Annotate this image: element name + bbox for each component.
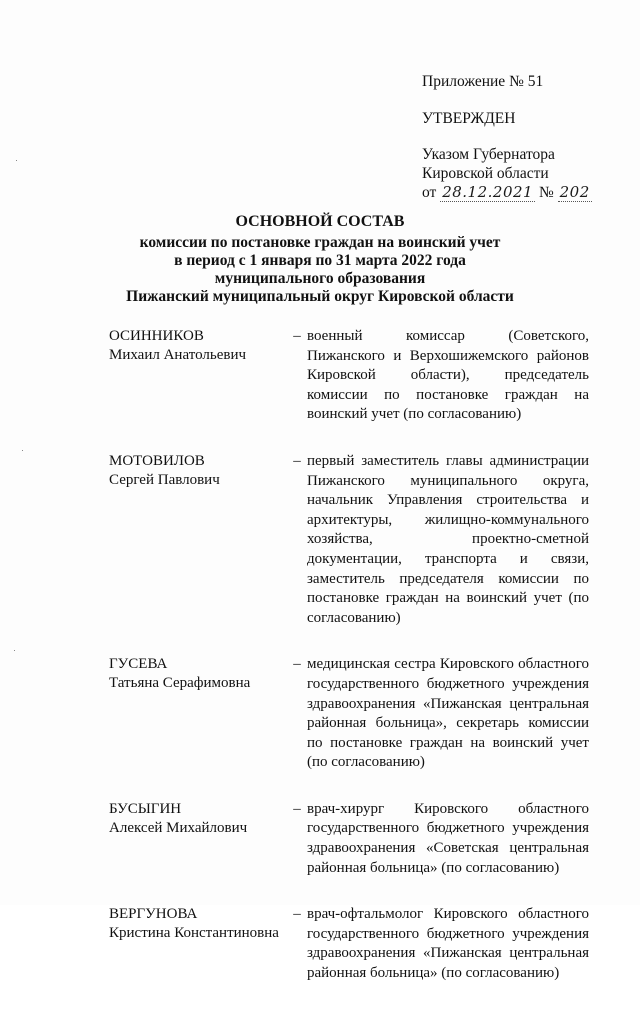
scan-artifact bbox=[22, 450, 23, 451]
members-list bbox=[109, 327, 589, 1011]
approved-stamp: УТВЕРЖДЕН bbox=[422, 110, 516, 127]
member-row bbox=[109, 452, 589, 628]
member-name bbox=[109, 800, 287, 838]
member-given-names: Татьяна Серафимовна bbox=[109, 675, 251, 692]
member-dash: – bbox=[293, 656, 301, 673]
member-row bbox=[109, 905, 589, 983]
heading-line-3: муниципального образования bbox=[214, 270, 426, 287]
member-role: врач-офтальмолог Кировского областного государственного бюджетного учреждения здравоохранения «Пижанская центральная районная больница» (по согласованию) bbox=[307, 906, 589, 982]
handwritten-number: 202 bbox=[559, 183, 590, 201]
member-role: военный комиссар (Советского, Пижанского и Верхошижемского районов Кировской области), председатель комиссии по постановке граждан на воинский учет (по согласованию) bbox=[307, 328, 589, 423]
member-dash: – bbox=[293, 906, 301, 923]
member-dash: – bbox=[293, 328, 301, 344]
member-given-names: Сергей Павлович bbox=[109, 471, 220, 488]
appendix-number: Приложение № 51 bbox=[422, 73, 544, 90]
member-role: медицинская сестра Кировского областного государственного бюджетного учреждения здравоохранения «Пижанская центральная районная больница», секретарь комиссии по постановке граждан на воинский учет (по согласованию) bbox=[307, 656, 589, 771]
document-heading bbox=[100, 213, 540, 306]
decree-line-2: Кировской области bbox=[422, 165, 549, 182]
scan-artifact bbox=[16, 160, 17, 161]
member-role: врач-хирург Кировского областного государственного бюджетного учреждения здравоохранения «Советская центральная районная больница» (по согласованию) bbox=[307, 800, 589, 876]
date-prefix: от bbox=[422, 184, 437, 201]
scan-artifact bbox=[14, 650, 15, 651]
member-given-names: Кристина Константиновна bbox=[109, 925, 279, 942]
member-surname: ВЕРГУНОВА bbox=[109, 906, 198, 923]
member-row bbox=[109, 800, 589, 878]
heading-line-4: Пижанский муниципальный округ Кировской области bbox=[126, 288, 514, 305]
member-name bbox=[109, 327, 287, 365]
member-role: первый заместитель главы администрации Пижанского муниципального округа, начальник Управления строительства и архитектуры, жилищно-коммунального хозяйства, проектно-сметной документации, транспорта и связи, заместитель председателя комиссии по постановке граждан на воинский учет (по согласованию) bbox=[307, 452, 589, 626]
heading-line-1: комиссии по постановке граждан на воинский учет bbox=[139, 234, 501, 251]
member-surname: ГУСЕВА bbox=[109, 656, 168, 673]
member-name bbox=[109, 655, 287, 693]
member-row bbox=[109, 655, 589, 773]
member-dash: – bbox=[293, 800, 301, 817]
document-title: ОСНОВНОЙ СОСТАВ bbox=[235, 213, 405, 230]
member-surname: ОСИННИКОВ bbox=[109, 328, 204, 344]
member-given-names: Михаил Анатольевич bbox=[109, 347, 247, 363]
member-name bbox=[109, 452, 287, 490]
decree-reference bbox=[422, 145, 622, 202]
member-row bbox=[109, 327, 589, 425]
decree-date-line bbox=[422, 183, 622, 202]
heading-line-2: в период с 1 января по 31 марта 2022 года bbox=[174, 252, 466, 269]
member-given-names: Алексей Михайлович bbox=[109, 819, 248, 836]
member-surname: БУСЫГИН bbox=[109, 800, 182, 817]
member-name bbox=[109, 905, 287, 943]
handwritten-date: 28.12.2021 bbox=[442, 183, 534, 201]
member-surname: МОТОВИЛОВ bbox=[109, 452, 205, 469]
decree-line-1: Указом Губернатора bbox=[422, 146, 555, 163]
member-dash: – bbox=[293, 452, 301, 469]
number-prefix: № bbox=[538, 184, 554, 201]
approval-block bbox=[422, 72, 622, 202]
